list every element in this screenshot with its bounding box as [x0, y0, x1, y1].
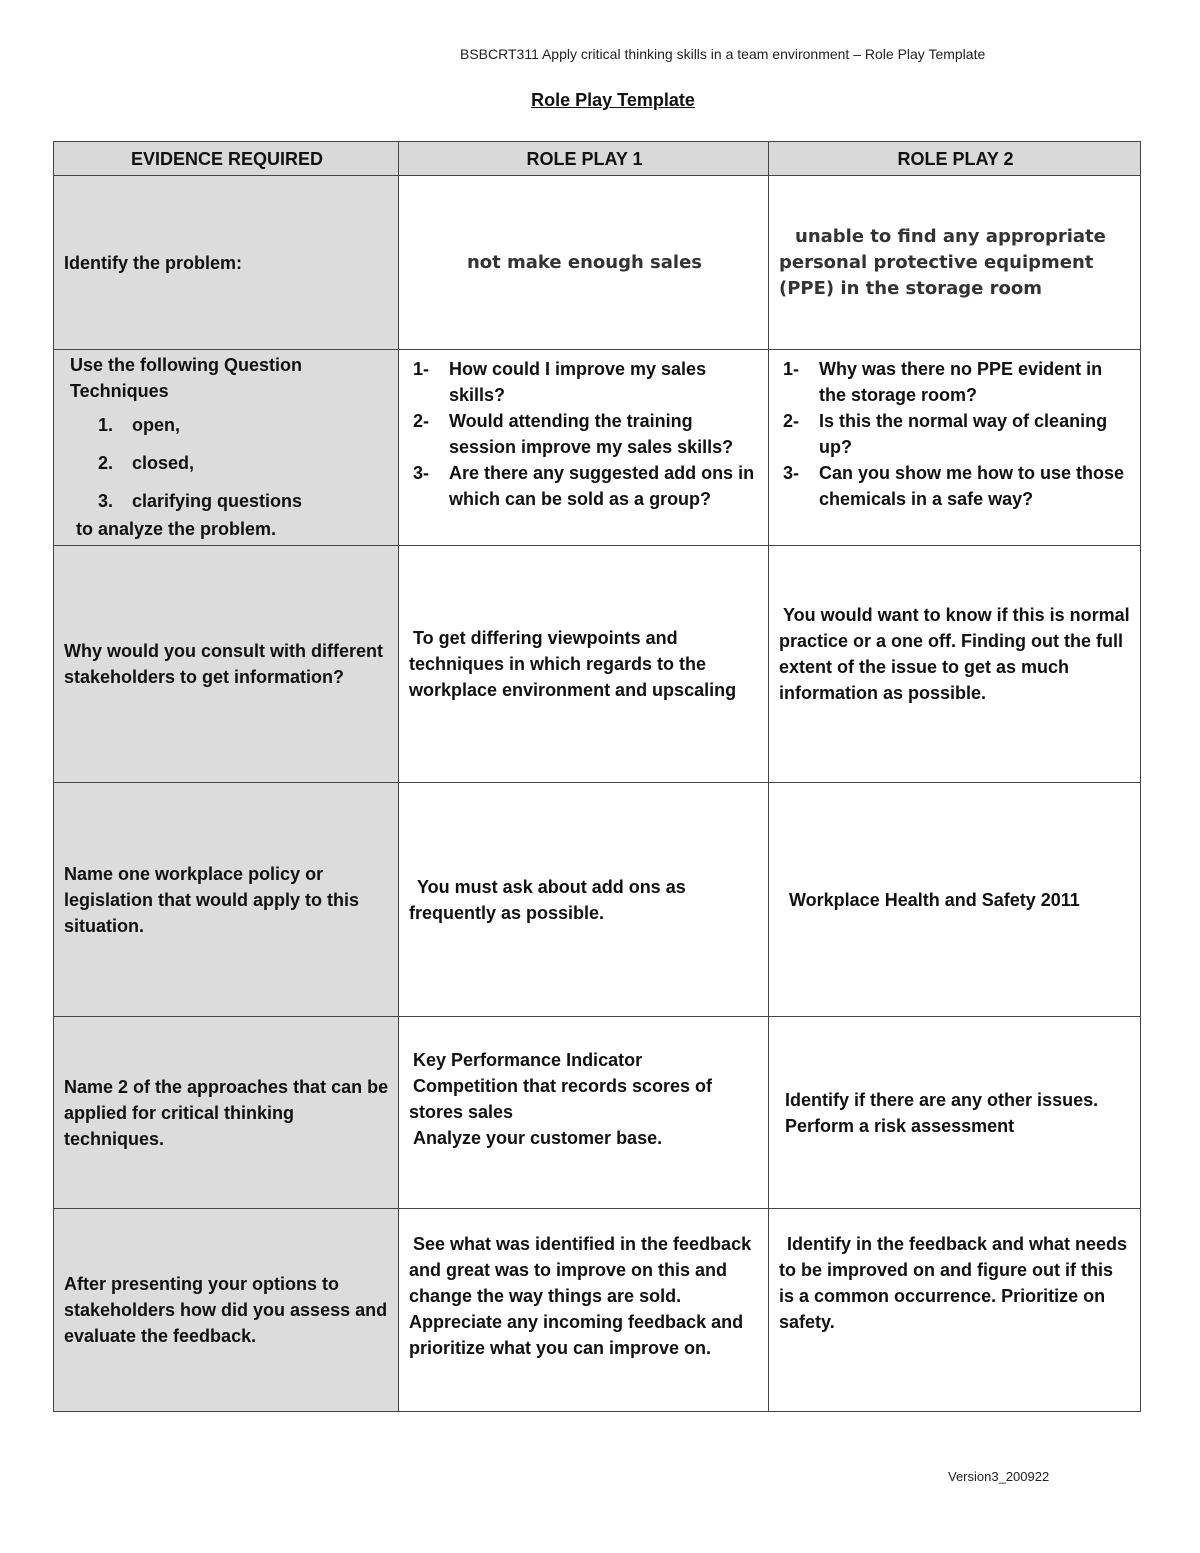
column-header-role-play-1: ROLE PLAY 1 — [399, 142, 769, 176]
question-text: Are there any suggested add ons in which can be sold as a group? — [449, 463, 755, 509]
question-number: 1- — [783, 359, 800, 379]
table-row — [54, 1017, 1141, 1209]
question-number: 2- — [413, 411, 430, 431]
question-number: 3- — [783, 463, 800, 483]
table-row — [54, 176, 1141, 350]
role-play-1-cell — [399, 546, 769, 783]
feedback-line: Appreciate any incoming feedback and prioritize what you can improve on. — [409, 1312, 744, 1358]
list-item — [413, 356, 760, 408]
role-play-1-cell — [399, 1017, 769, 1209]
evidence-cell: After presenting your options to stakeholders how did you assess and evaluate the feedback. — [54, 1209, 399, 1412]
question-text: Would attending the training session improve my sales skills? — [449, 411, 734, 457]
list-item — [70, 412, 390, 438]
role-play-2-text: Identify in the feedback and what needs to be improved on and figure out if this is a common occurrence. Prioritize on safety. — [779, 1234, 1128, 1332]
page-title: Role Play Template — [531, 90, 695, 110]
question-list — [783, 356, 1132, 512]
list-item — [70, 488, 390, 514]
feedback-line: See what was identified in the feedback and great was to improve on this and change the way things are sold. — [409, 1234, 752, 1306]
role-play-2-cell — [769, 1209, 1141, 1412]
list-item — [783, 408, 1132, 460]
evidence-cell: Identify the problem: — [54, 176, 399, 350]
list-item-number: 2. — [98, 453, 114, 473]
table-row — [54, 1209, 1141, 1412]
question-text: How could I improve my sales skills? — [449, 359, 707, 405]
column-header-role-play-2: ROLE PLAY 2 — [769, 142, 1141, 176]
column-header-evidence: EVIDENCE REQUIRED — [54, 142, 399, 176]
question-number: 3- — [413, 463, 430, 483]
list-item — [413, 460, 760, 512]
role-play-2-cell — [769, 350, 1141, 546]
evidence-intro: Use the following Question Techniques — [70, 355, 303, 401]
role-play-2-cell — [769, 783, 1141, 1017]
role-play-1-cell — [399, 350, 769, 546]
approach-line: Analyze your customer base. — [413, 1128, 663, 1148]
table-header-row — [54, 142, 1141, 176]
approach-line: Competition that records scores of stores sales — [409, 1076, 713, 1122]
list-item-text: closed, — [132, 453, 195, 473]
table-row — [54, 546, 1141, 783]
role-play-1-cell: not make enough sales — [399, 176, 769, 350]
question-number: 2- — [783, 411, 800, 431]
evidence-cell: Name one workplace policy or legislation that would apply to this situation. — [54, 783, 399, 1017]
list-item — [783, 460, 1132, 512]
question-text: Why was there no PPE evident in the storage room? — [819, 359, 1103, 405]
role-play-1-cell — [399, 1209, 769, 1412]
role-play-table — [53, 141, 1141, 1412]
role-play-2-cell — [769, 1017, 1141, 1209]
question-text: Is this the normal way of cleaning up? — [819, 411, 1108, 457]
role-play-2-cell — [769, 176, 1141, 350]
role-play-1-text: To get differing viewpoints and techniques in which regards to the workplace environment and upscaling — [409, 628, 737, 700]
role-play-1-text: You must ask about add ons as frequently as possible. — [409, 876, 686, 923]
role-play-2-text: You would want to know if this is normal practice or a one off. Finding out the full extent of the issue to get as much information as possible. — [779, 605, 1130, 703]
approach-line: Perform a risk assessment — [785, 1115, 1015, 1136]
list-item-text: clarifying questions — [132, 491, 303, 511]
list-item-number: 1. — [98, 415, 114, 435]
approach-line: Identify if there are any other issues. — [785, 1089, 1099, 1110]
approach-line: Key Performance Indicator — [413, 1050, 643, 1070]
list-item — [413, 408, 760, 460]
question-number: 1- — [413, 359, 430, 379]
list-item — [783, 356, 1132, 408]
list-item-number: 3. — [98, 491, 114, 511]
evidence-outro: to analyze the problem. — [76, 519, 277, 539]
question-technique-list — [70, 412, 390, 514]
version-label: Version3_200922 — [948, 1469, 1050, 1484]
question-list — [413, 356, 760, 512]
table-row — [54, 783, 1141, 1017]
evidence-cell: Name 2 of the approaches that can be applied for critical thinking techniques. — [54, 1017, 399, 1209]
table-row — [54, 350, 1141, 546]
question-text: Can you show me how to use those chemicals in a safe way? — [819, 463, 1125, 509]
role-play-1-cell — [399, 783, 769, 1017]
evidence-cell: Why would you consult with different stakeholders to get information? — [54, 546, 399, 783]
role-play-2-cell — [769, 546, 1141, 783]
evidence-cell — [54, 350, 399, 546]
role-play-2-text: Workplace Health and Safety 2011 — [789, 889, 1080, 910]
role-play-2-text: unable to find any appropriate personal protective equipment (PPE) in the storage room — [779, 225, 1106, 299]
document-header: BSBCRT311 Apply critical thinking skills in a team environment – Role Play Template — [460, 46, 986, 62]
list-item — [70, 450, 390, 476]
list-item-text: open, — [132, 415, 180, 435]
